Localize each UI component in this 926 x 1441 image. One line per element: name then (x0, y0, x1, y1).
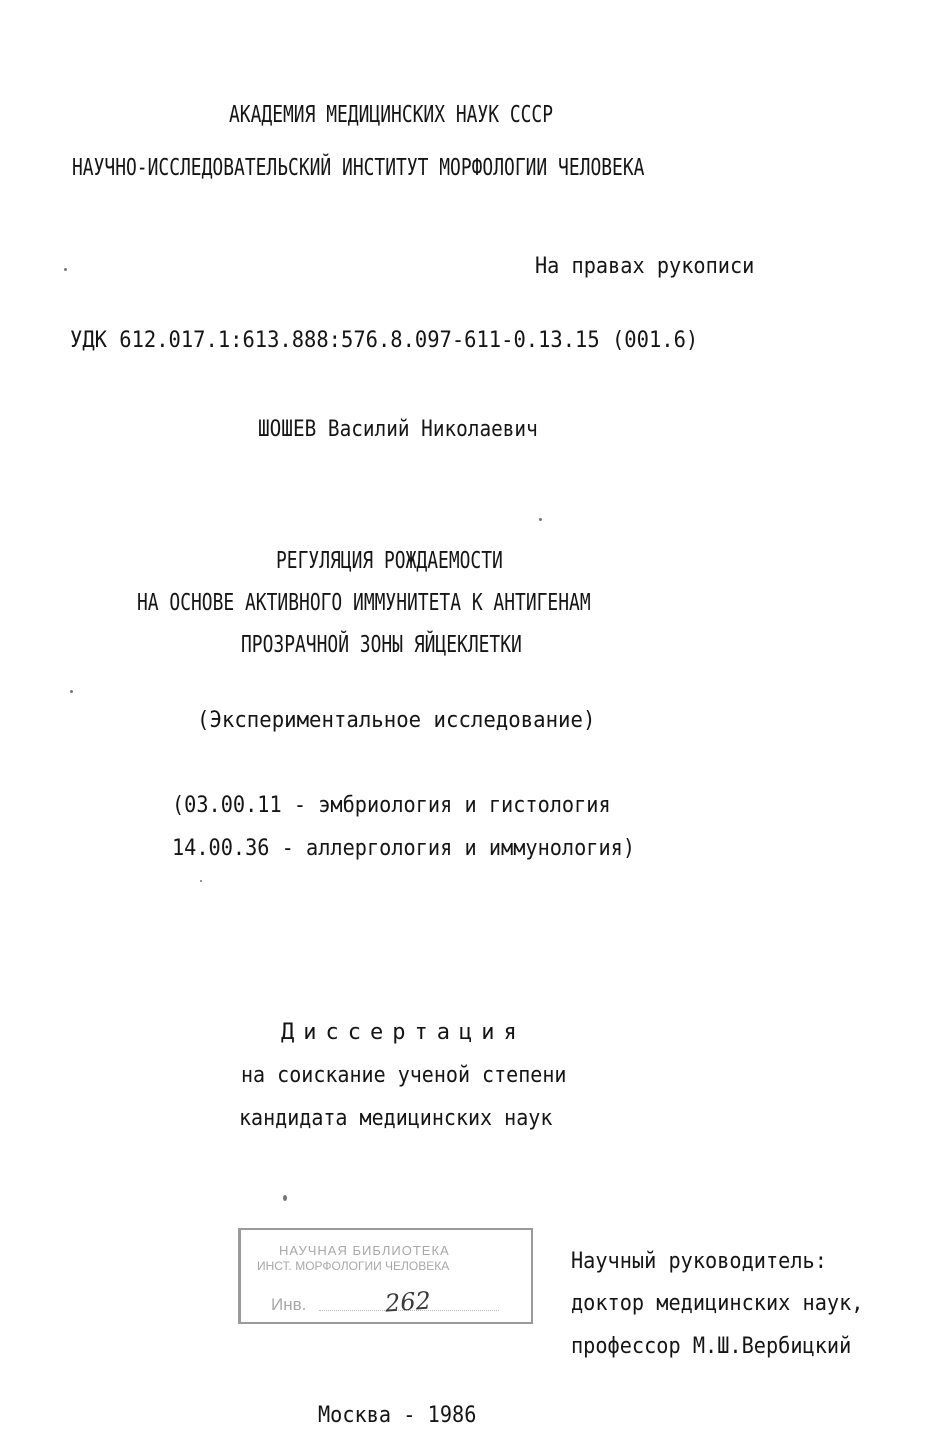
specialty-line-2: 14.00.36 - аллергология и иммунология) (172, 836, 636, 861)
specialty-line-1: (03.00.11 - эмбриология и гистология (172, 793, 611, 818)
stamp-line-1: НАУЧНАЯ БИБЛИОТЕКА (279, 1243, 450, 1258)
title-line-3: ПРОЗРАЧНОЙ ЗОНЫ ЯЙЦЕКЛЕТКИ (241, 632, 522, 658)
inventory-number: 262 (384, 1286, 432, 1318)
supervisor-label: Научный руководитель: (571, 1249, 827, 1274)
scan-speck (539, 518, 542, 521)
dissertation-line-1: на соискание ученой степени (241, 1063, 567, 1088)
scan-speck (283, 1195, 287, 1201)
dissertation-line-2: кандидата медицинских наук (239, 1106, 553, 1131)
manuscript-rights-note: На правах рукописи (535, 254, 755, 279)
scan-speck (200, 880, 202, 882)
scan-speck (64, 268, 67, 271)
title-subtitle: (Экспериментальное исследование) (197, 708, 596, 733)
udc-code: УДК 612.017.1:613.888:576.8.097-611-0.13.15 (001.6) (70, 328, 699, 353)
title-line-1: РЕГУЛЯЦИЯ РОЖДАЕМОСТИ (276, 548, 503, 574)
stamp-line-2: ИНСТ. МОРФОЛОГИИ ЧЕЛОВЕКА (257, 1259, 450, 1273)
academy-name: АКАДЕМИЯ МЕДИЦИНСКИХ НАУК СССР (229, 102, 554, 128)
supervisor-name: профессор М.Ш.Вербицкий (571, 1334, 852, 1359)
author-name: ШОШЕВ Василий Николаевич (258, 417, 538, 442)
institute-name: НАУЧНО-ИССЛЕДОВАТЕЛЬСКИЙ ИНСТИТУТ МОРФОЛОГИИ ЧЕЛОВЕКА (72, 155, 645, 181)
scan-speck (70, 690, 73, 693)
supervisor-degree: доктор медицинских наук, (571, 1291, 864, 1316)
place-and-year: Москва - 1986 (318, 1403, 477, 1428)
title-line-2: НА ОСНОВЕ АКТИВНОГО ИММУНИТЕТА К АНТИГЕНАМ (137, 590, 591, 616)
stamp-inventory-label: Инв. (271, 1295, 307, 1314)
dissertation-word: Диссертация (281, 1020, 526, 1045)
